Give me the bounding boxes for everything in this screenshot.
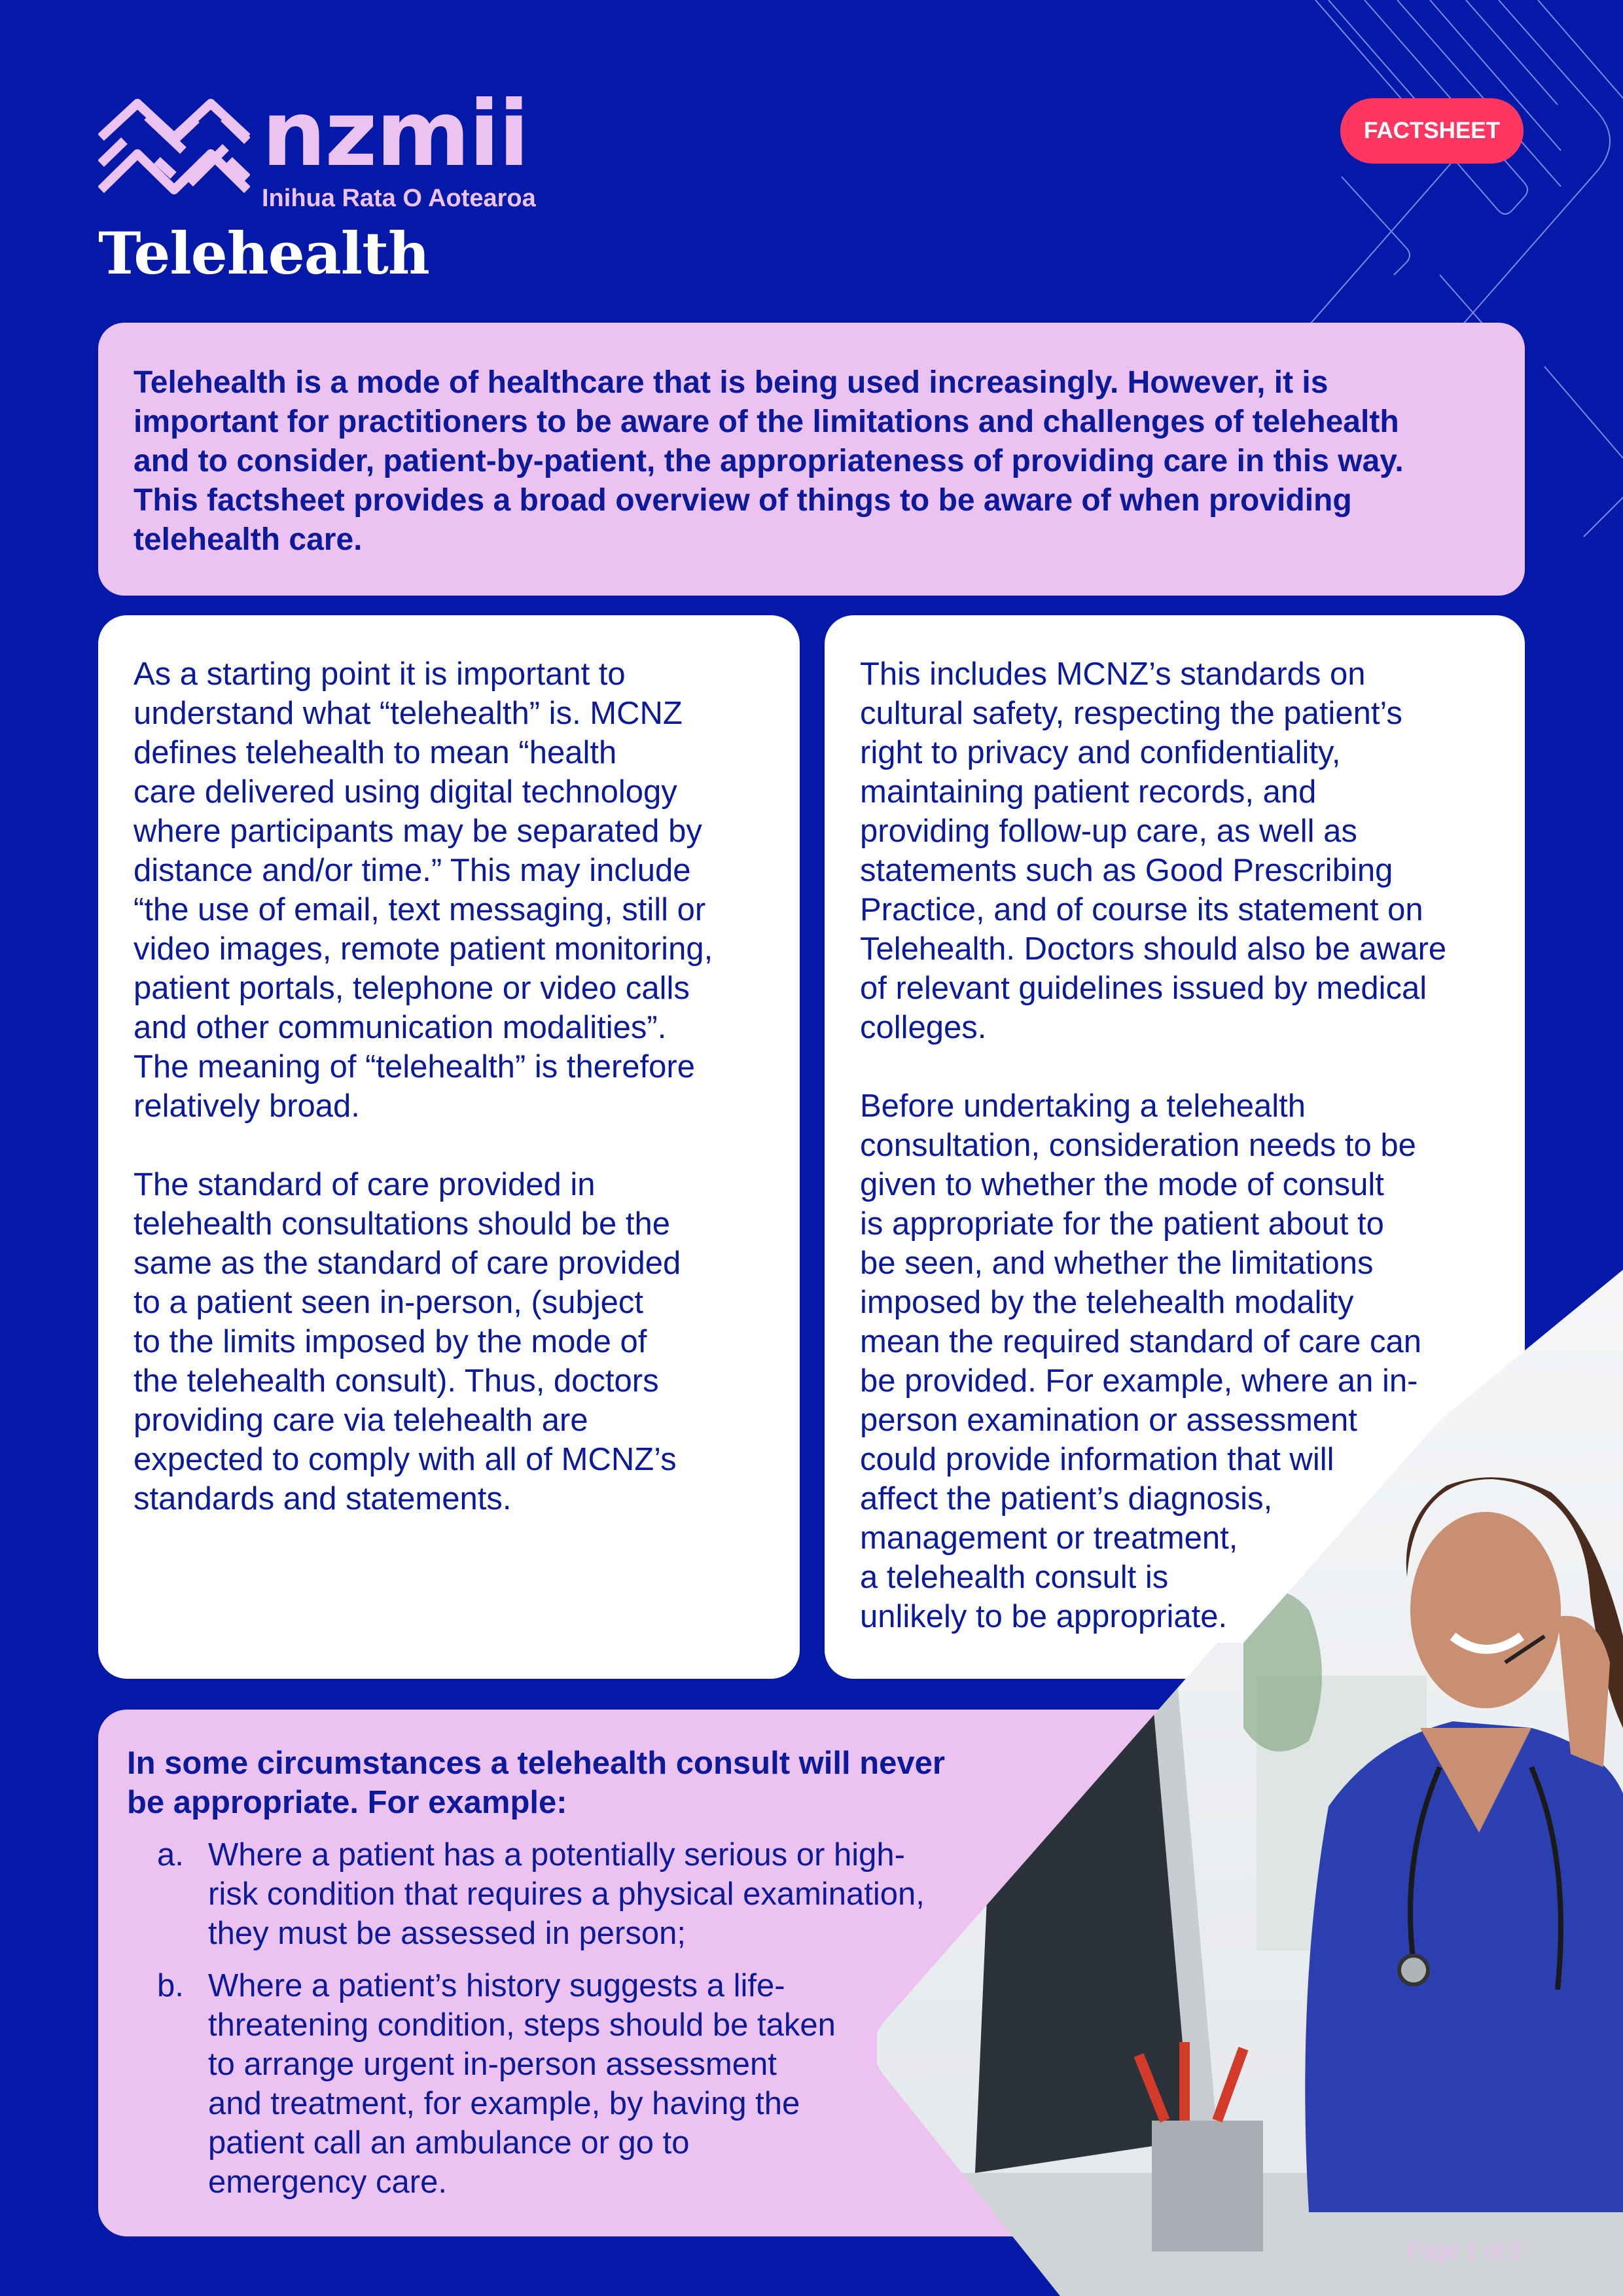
logo-wordmark: nzmii xyxy=(262,81,528,187)
intro-box xyxy=(98,323,1525,596)
logo-mountain-weave-icon xyxy=(98,98,250,196)
left-paragraph-1: As a starting point it is important to understand what “telehealth” is. MCNZ defines telehealth to mean “health care delivered using digital technology where participants may be separated by distance and/or time.” This may include “the use of email, text messaging, still or video images, remote patient monitoring, patient portals, telephone or video calls and other communication modalities”. The meaning of “telehealth” is therefore relatively broad. xyxy=(134,656,713,1124)
right-paragraph-2: Before undertaking a telehealth consultation, consideration needs to be given to whether the mode of consult is appropriate for the patient about to be seen, and whether the limitations imposed by the telehealth modality mean the required standard of care can be provided. For example, where an in- person examination or assessment could provide information that will affect the patient’s diagnosis, management or treatment, a telehealth consult is unlikely to be appropriate. xyxy=(860,1088,1422,1634)
nzmii-logo xyxy=(98,81,536,213)
right-paragraph-1: This includes MCNZ’s standards on cultural safety, respecting the patient’s right to privacy and confidentiality, maintaining patient records, and providing follow-up care, as well as statements such as Good Prescribing Practice, and of course its statement on Telehealth. Doctors should also be aware of relevant guidelines issued by medical colleges. xyxy=(860,656,1447,1045)
factsheet-badge: FACTSHEET xyxy=(1340,98,1524,164)
page-title: Telehealth xyxy=(98,219,429,287)
list-item-text: Where a patient’s history suggests a life- threatening condition, steps should be taken to arrange urgent in-person assessment and treatment, for example, by having the patient call an ambulance or go to emergency care. xyxy=(208,1968,836,2200)
left-paragraph-2: The standard of care provided in telehealth consultations should be the same as the standard of care provided to a patient seen in-person, (subject to the limits imposed by the mode of the telehealth consult). Thus, doctors providing care via telehealth are expected to comply with all of MCNZ’s standards and statements. xyxy=(134,1167,681,1516)
logo-subtitle: Inihua Rata O Aotearoa xyxy=(262,185,536,212)
list-marker: b. xyxy=(157,1968,184,2003)
page-number: Page 1 of 3 xyxy=(1407,2238,1521,2263)
left-column-card xyxy=(98,615,800,1679)
intro-text: Telehealth is a mode of healthcare that is being used increasingly. However, it is important for practitioners to be aware of the limitations and challenges of telehealth and to consider, patient-by-patient, the appropriateness of providing care in this way. This factsheet provides a broad overview of things to be aware of when providing telehealth care. xyxy=(134,365,1404,557)
never-appropriate-heading: In some circumstances a telehealth consult will never be appropriate. For example: xyxy=(127,1746,945,1820)
list-marker: a. xyxy=(157,1837,184,1873)
healthcare-worker-photo xyxy=(877,1270,1623,2296)
list-item-text: Where a patient has a potentially serious or high- risk condition that requires a physical examination, they must be assessed in person; xyxy=(208,1837,925,1951)
